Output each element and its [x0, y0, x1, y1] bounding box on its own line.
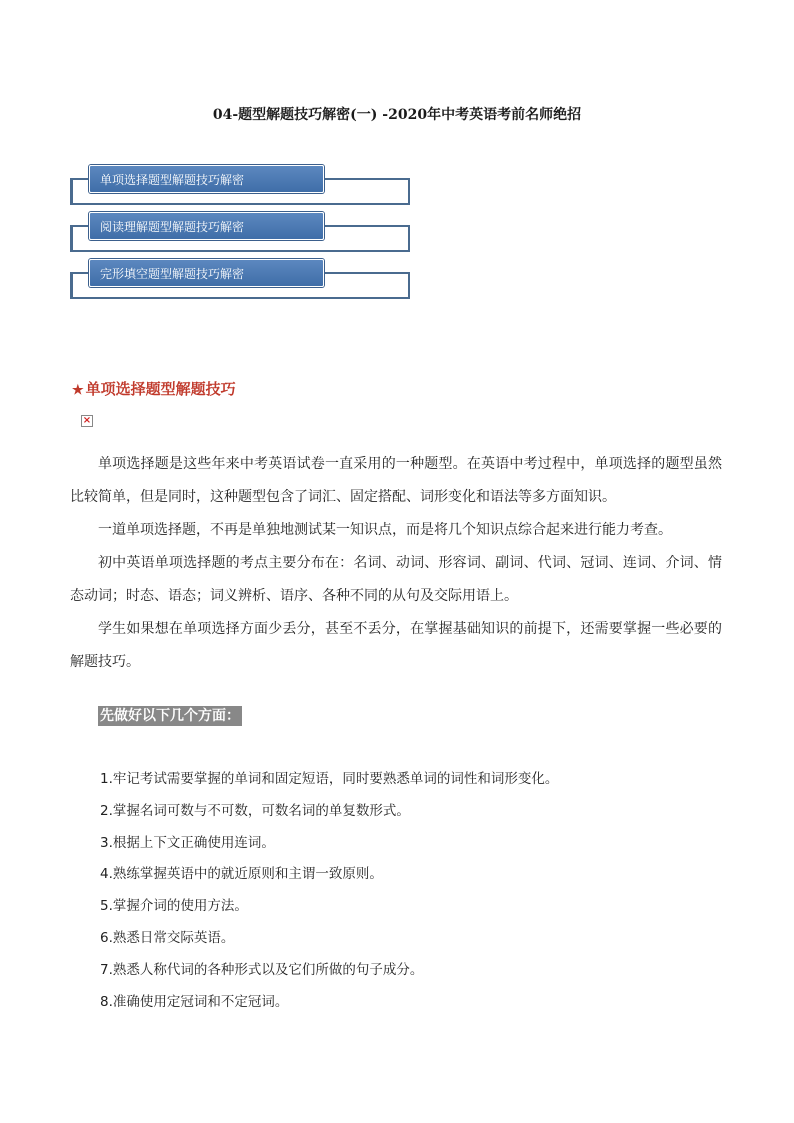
list-item: 7.熟悉人称代词的各种形式以及它们所做的句子成分。: [100, 961, 424, 978]
paragraph: 初中英语单项选择题的考点主要分布在：名词、动词、形容词、副词、代词、冠词、连词、介词、情态动词；时态、语态；词义辨析、语序、各种不同的从句及交际用语上。: [70, 555, 722, 604]
broken-image-icon: ×: [82, 415, 92, 426]
prep-heading: 先做好以下几个方面：: [100, 708, 240, 724]
list-item: 6.熟悉日常交际英语。: [100, 929, 235, 946]
section-heading-text: 单项选择题型解题技巧: [85, 380, 236, 398]
toc-item-single-choice[interactable]: [70, 165, 415, 212]
list-item: 4.熟练掌握英语中的就近原则和主谓一致原则。: [100, 866, 383, 883]
body-text: [70, 448, 722, 679]
toc-label[interactable]: 完形填空题型解题技巧解密: [89, 259, 324, 287]
section-heading: [72, 378, 236, 399]
toc-label[interactable]: 阅读理解题型解题技巧解密: [89, 212, 324, 240]
toc-item-cloze[interactable]: [70, 259, 415, 306]
list-item: 5.掌握介词的使用方法。: [100, 898, 248, 915]
list-item: 1.牢记考试需要掌握的单词和固定短语，同时要熟悉单词的词性和词形变化。: [100, 771, 559, 787]
document-title: 04-题型解题技巧解密(一) -2020年中考英语考前名师绝招: [212, 107, 582, 123]
list-item: 2.掌握名词可数与不可数，可数名词的单复数形式。: [100, 802, 410, 819]
paragraph: 一道单项选择题，不再是单独地测试某一知识点，而是将几个知识点综合起来进行能力考查。: [98, 522, 672, 538]
paragraph: 学生如果想在单项选择方面少丢分，甚至不丢分，在掌握基础知识的前提下，还需要掌握一些必要的解题技巧。: [70, 621, 722, 670]
table-of-contents: [70, 165, 415, 306]
star-icon: ★: [72, 383, 84, 398]
toc-item-reading[interactable]: [70, 212, 415, 259]
tips-list: [100, 764, 720, 1018]
list-item: 8.准确使用定冠词和不定冠词。: [100, 993, 289, 1010]
list-item: 3.根据上下文正确使用连词。: [100, 834, 275, 851]
paragraph: 单项选择题是这些年来中考英语试卷一直采用的一种题型。在英语中考过程中，单项选择的题型虽然比较简单，但是同时，这种题型包含了词汇、固定搭配、词形变化和语法等多方面知识。: [70, 456, 722, 505]
toc-label[interactable]: 单项选择题型解题技巧解密: [89, 165, 324, 193]
